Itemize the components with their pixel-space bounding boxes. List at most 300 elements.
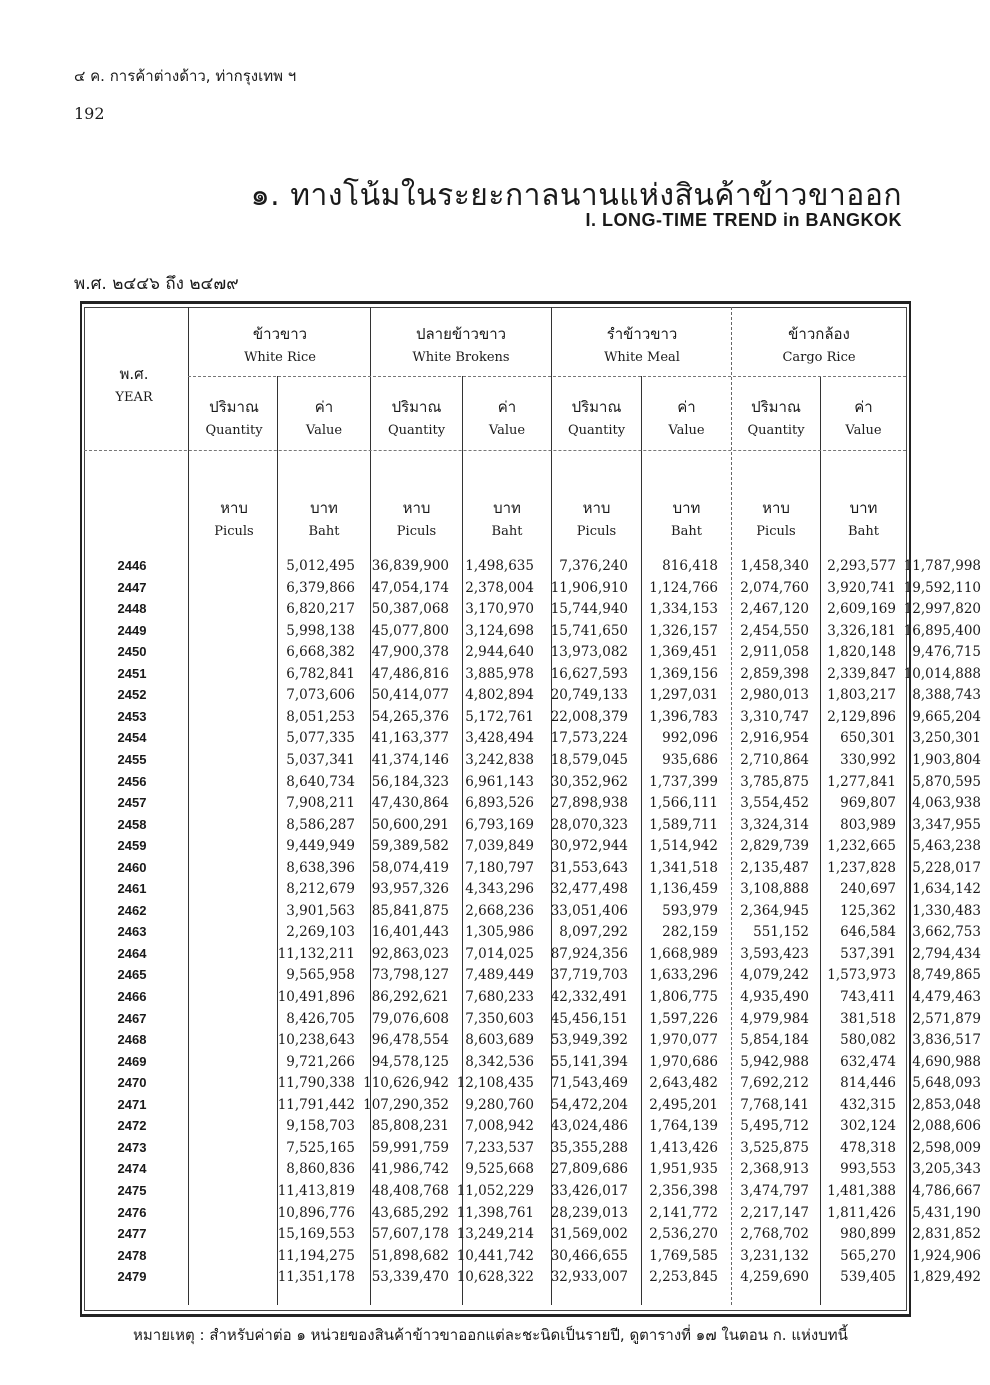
table-cell: 3,242,838 — [465, 752, 534, 768]
table-cell: 10,896,776 — [277, 1205, 355, 1221]
unit-piculs-english: Piculs — [756, 524, 796, 539]
table-cell: 5,037,341 — [286, 752, 355, 768]
sub-value-thai: ค่า — [314, 398, 334, 416]
table-cell: 53,339,470 — [371, 1269, 449, 1285]
footnote: หมายเหตุ : สำหรับค่าต่อ ๑ หน่วยของสินค้าข้าวขาออกแต่ละชะนิดเป็นรายปี, ดูตารางที่ ๑๗ ในตอน ก. แห่งบทนี้ — [133, 1326, 848, 1344]
group-thai: ข้าวขาว — [252, 325, 308, 343]
table-cell: 2,853,048 — [912, 1097, 981, 1113]
unit-piculs — [371, 496, 462, 539]
table-row — [84, 860, 981, 882]
table-cell: 4,786,667 — [912, 1183, 981, 1199]
year-cell: 2461 — [117, 881, 147, 896]
year-header — [86, 362, 182, 405]
sub-quantity — [552, 395, 641, 438]
table-cell: 2,339,847 — [827, 666, 896, 682]
table-cell: 2,643,482 — [649, 1075, 718, 1091]
table-cell: 2,293,577 — [827, 558, 896, 574]
group-english: White Rice — [244, 350, 316, 365]
unit-baht — [463, 496, 551, 539]
year-cell: 2450 — [117, 644, 147, 659]
table-cell: 3,170,970 — [465, 601, 534, 617]
table-cell: 2,710,864 — [740, 752, 809, 768]
table-cell: 50,387,068 — [371, 601, 449, 617]
table-cell: 33,051,406 — [550, 903, 628, 919]
table-row — [84, 687, 981, 709]
unit-baht — [278, 496, 370, 539]
table-cell: 6,961,143 — [465, 774, 534, 790]
table-cell: 5,077,335 — [286, 730, 355, 746]
table-cell: 2,135,487 — [740, 860, 809, 876]
table-cell: 7,073,606 — [286, 687, 355, 703]
sub-quantity — [732, 395, 820, 438]
table-cell: 47,430,864 — [371, 795, 449, 811]
table-cell: 1,769,585 — [649, 1248, 718, 1264]
table-cell: 8,342,536 — [465, 1054, 534, 1070]
table-cell: 1,924,906 — [912, 1248, 981, 1264]
table-cell: 9,280,760 — [465, 1097, 534, 1113]
table-cell: 51,898,682 — [371, 1248, 449, 1264]
table-cell: 1,277,841 — [827, 774, 896, 790]
table-cell: 9,449,949 — [286, 838, 355, 854]
table-cell: 7,008,942 — [465, 1118, 534, 1134]
table-cell: 8,426,705 — [286, 1011, 355, 1027]
sub-value — [463, 395, 551, 438]
table-cell: 73,798,127 — [371, 967, 449, 983]
sub-quantity-thai: ปริมาณ — [209, 398, 259, 416]
table-cell: 11,398,761 — [456, 1205, 534, 1221]
table-cell: 650,301 — [840, 730, 896, 746]
table-cell: 4,979,984 — [740, 1011, 809, 1027]
table-cell: 551,152 — [753, 924, 809, 940]
table-cell: 107,290,352 — [363, 1097, 449, 1113]
table-cell: 55,141,394 — [550, 1054, 628, 1070]
table-cell: 11,132,211 — [277, 946, 355, 962]
table-cell: 27,898,938 — [550, 795, 628, 811]
table-row — [84, 903, 981, 925]
table-cell: 3,593,423 — [740, 946, 809, 962]
table-cell: 2,454,550 — [740, 623, 809, 639]
table-cell: 1,737,399 — [649, 774, 718, 790]
table-cell: 7,233,537 — [465, 1140, 534, 1156]
table-row — [84, 817, 981, 839]
table-cell: 27,809,686 — [550, 1161, 628, 1177]
table-cell: 71,543,469 — [550, 1075, 628, 1091]
table-row — [84, 946, 981, 968]
table-cell: 2,768,702 — [740, 1226, 809, 1242]
table-cell: 5,172,761 — [465, 709, 534, 725]
table-cell: 48,408,768 — [371, 1183, 449, 1199]
table-cell: 1,481,388 — [827, 1183, 896, 1199]
rule-subheader — [188, 376, 906, 377]
table-cell: 2,364,945 — [740, 903, 809, 919]
table-cell: 2,141,772 — [649, 1205, 718, 1221]
year-cell: 2455 — [117, 752, 147, 767]
table-cell: 2,571,879 — [912, 1011, 981, 1027]
table-cell: 8,638,396 — [286, 860, 355, 876]
table-cell: 593,979 — [662, 903, 718, 919]
table-cell: 5,228,017 — [912, 860, 981, 876]
table-cell: 1,633,296 — [649, 967, 718, 983]
table-cell: 539,405 — [840, 1269, 896, 1285]
table-cell: 47,900,378 — [371, 644, 449, 660]
table-cell: 1,566,111 — [649, 795, 718, 811]
table-cell: 1,334,153 — [649, 601, 718, 617]
year-cell: 2451 — [117, 666, 147, 681]
table-cell: 1,498,635 — [465, 558, 534, 574]
table-cell: 282,159 — [662, 924, 718, 940]
table-cell: 4,802,894 — [465, 687, 534, 703]
sub-value — [642, 395, 731, 438]
table-row — [84, 1226, 981, 1248]
table-cell: 2,129,896 — [827, 709, 896, 725]
table-cell: 87,924,356 — [550, 946, 628, 962]
table-cell: 22,008,379 — [550, 709, 628, 725]
sub-quantity-english: Quantity — [205, 423, 263, 438]
table-cell: 3,347,955 — [912, 817, 981, 833]
table-cell: 1,668,989 — [649, 946, 718, 962]
table-cell: 2,829,739 — [740, 838, 809, 854]
table-cell: 7,489,449 — [465, 967, 534, 983]
group-white-rice — [190, 322, 370, 365]
table-cell: 3,124,698 — [465, 623, 534, 639]
table-cell: 16,401,443 — [371, 924, 449, 940]
unit-piculs — [732, 496, 820, 539]
year-cell: 2458 — [117, 817, 147, 832]
table-cell: 11,791,442 — [277, 1097, 355, 1113]
table-row — [84, 1075, 981, 1097]
table-row — [84, 1205, 981, 1227]
table-cell: 43,024,486 — [550, 1118, 628, 1134]
table-cell: 2,609,169 — [827, 601, 896, 617]
table-cell: 43,685,292 — [371, 1205, 449, 1221]
table-cell: 1,369,156 — [649, 666, 718, 682]
table-cell: 41,163,377 — [371, 730, 449, 746]
table-row — [84, 752, 981, 774]
table-cell: 11,052,229 — [456, 1183, 534, 1199]
table-cell: 5,648,093 — [912, 1075, 981, 1091]
table-cell: 10,238,643 — [277, 1032, 355, 1048]
table-cell: 8,051,253 — [286, 709, 355, 725]
table-cell: 85,841,875 — [371, 903, 449, 919]
table-cell: 2,088,606 — [912, 1118, 981, 1134]
unit-piculs-thai: หาบ — [402, 499, 431, 517]
sub-value-english: Value — [305, 423, 343, 438]
unit-baht-thai: บาท — [849, 499, 878, 517]
table-cell: 56,184,323 — [371, 774, 449, 790]
table-row — [84, 881, 981, 903]
table-row — [84, 1140, 981, 1162]
table-row — [84, 774, 981, 796]
table-cell: 1,232,665 — [827, 838, 896, 854]
year-cell: 2472 — [117, 1118, 147, 1133]
sub-value-thai: ค่า — [854, 398, 873, 416]
table-cell: 79,076,608 — [371, 1011, 449, 1027]
table-row — [84, 580, 981, 602]
table-cell: 18,579,045 — [550, 752, 628, 768]
table-cell: 743,411 — [840, 989, 896, 1005]
unit-piculs-thai: หาบ — [582, 499, 611, 517]
unit-piculs — [552, 496, 641, 539]
table-cell: 1,369,451 — [649, 644, 718, 660]
group-white-brokens — [371, 322, 551, 365]
table-cell: 330,992 — [840, 752, 896, 768]
table-cell: 980,899 — [840, 1226, 896, 1242]
unit-piculs-english: Piculs — [396, 524, 437, 539]
table-cell: 41,986,742 — [371, 1161, 449, 1177]
title-thai: ๑. ทางโน้มในระยะกาลนานแห่งสินค้าข้าวขาออก — [250, 178, 902, 213]
table-cell: 32,477,498 — [550, 881, 628, 897]
table-cell: 3,836,517 — [912, 1032, 981, 1048]
rule-header-bottom — [84, 450, 906, 451]
table-cell: 7,908,211 — [286, 795, 355, 811]
unit-baht-thai: บาท — [310, 499, 338, 517]
unit-baht — [642, 496, 731, 539]
table-cell: 240,697 — [840, 881, 896, 897]
table-cell: 5,495,712 — [740, 1118, 809, 1134]
table-row — [84, 666, 981, 688]
table-cell: 13,973,082 — [550, 644, 628, 660]
year-cell: 2447 — [117, 580, 147, 595]
table-row — [84, 558, 981, 580]
table-cell: 15,744,940 — [550, 601, 628, 617]
table-cell: 565,270 — [840, 1248, 896, 1264]
group-english: White Brokens — [412, 350, 510, 365]
year-cell: 2456 — [117, 774, 147, 789]
table-cell: 2,859,398 — [740, 666, 809, 682]
table-cell: 3,525,875 — [740, 1140, 809, 1156]
table-cell: 2,916,954 — [740, 730, 809, 746]
table-cell: 3,662,753 — [912, 924, 981, 940]
table-cell: 1,589,711 — [649, 817, 718, 833]
table-cell: 1,829,492 — [912, 1269, 981, 1285]
sub-quantity-english: Quantity — [567, 423, 626, 438]
table-cell: 1,806,775 — [649, 989, 718, 1005]
sub-value-english: Value — [668, 423, 705, 438]
table-cell: 1,951,935 — [649, 1161, 718, 1177]
table-cell: 3,231,132 — [740, 1248, 809, 1264]
table-cell: 28,070,323 — [550, 817, 628, 833]
table-cell: 58,074,419 — [371, 860, 449, 876]
sub-quantity-thai: ปริมาณ — [391, 398, 442, 416]
table-row — [84, 1183, 981, 1205]
table-cell: 1,237,828 — [827, 860, 896, 876]
page-number: 192 — [74, 104, 105, 123]
table-cell: 2,253,845 — [649, 1269, 718, 1285]
table-cell: 92,863,023 — [371, 946, 449, 962]
table-cell: 4,079,242 — [740, 967, 809, 983]
table-cell: 30,466,655 — [550, 1248, 628, 1264]
table-cell: 6,668,382 — [286, 644, 355, 660]
year-cell: 2465 — [117, 967, 147, 982]
year-cell: 2470 — [117, 1075, 147, 1090]
table-cell: 32,933,007 — [550, 1269, 628, 1285]
table-cell: 5,012,495 — [286, 558, 355, 574]
table-cell: 20,749,133 — [550, 687, 628, 703]
table-cell: 2,074,760 — [740, 580, 809, 596]
table-cell: 1,305,986 — [465, 924, 534, 940]
table-cell: 4,343,296 — [465, 881, 534, 897]
table-cell: 11,413,819 — [277, 1183, 355, 1199]
table-cell: 5,998,138 — [286, 623, 355, 639]
table-row — [84, 838, 981, 860]
table-cell: 2,356,398 — [649, 1183, 718, 1199]
table-cell: 85,808,231 — [371, 1118, 449, 1134]
table-row — [84, 623, 981, 645]
group-cargo-rice — [732, 322, 906, 365]
unit-baht-english: Baht — [308, 524, 340, 539]
table-cell: 4,063,938 — [912, 795, 981, 811]
unit-piculs-thai: หาบ — [762, 499, 790, 517]
table-cell: 1,970,077 — [649, 1032, 718, 1048]
sub-value — [278, 395, 370, 438]
unit-baht-english: Baht — [848, 524, 879, 539]
group-english: White Meal — [604, 350, 680, 365]
table-cell: 5,942,988 — [740, 1054, 809, 1070]
table-cell: 50,600,291 — [371, 817, 449, 833]
year-cell: 2474 — [117, 1161, 147, 1176]
table-cell: 9,525,668 — [465, 1161, 534, 1177]
table-cell: 31,553,643 — [550, 860, 628, 876]
table-cell: 1,341,518 — [649, 860, 718, 876]
table-cell: 3,250,301 — [912, 730, 981, 746]
year-cell: 2459 — [117, 838, 147, 853]
table-cell: 41,374,146 — [371, 752, 449, 768]
table-cell: 4,479,463 — [912, 989, 981, 1005]
table-cell: 3,428,494 — [465, 730, 534, 746]
table-cell: 6,379,866 — [286, 580, 355, 596]
table-cell: 3,474,797 — [740, 1183, 809, 1199]
year-cell: 2471 — [117, 1097, 147, 1112]
table-cell: 1,396,783 — [649, 709, 718, 725]
table-cell: 814,446 — [840, 1075, 896, 1091]
group-thai: ข้าวกล้อง — [788, 325, 850, 343]
table-cell: 8,640,734 — [286, 774, 355, 790]
table-cell: 11,906,910 — [550, 580, 628, 596]
table-cell: 5,870,595 — [912, 774, 981, 790]
table-cell: 11,194,275 — [277, 1248, 355, 1264]
table-row — [84, 924, 981, 946]
unit-piculs — [190, 496, 278, 539]
table-cell: 8,603,689 — [465, 1032, 534, 1048]
table-cell: 2,217,147 — [740, 1205, 809, 1221]
unit-baht-thai: บาท — [672, 499, 701, 517]
sub-value-english: Value — [488, 423, 526, 438]
table-cell: 2,831,852 — [912, 1226, 981, 1242]
table-cell: 7,014,025 — [465, 946, 534, 962]
table-cell: 96,478,554 — [371, 1032, 449, 1048]
table-cell: 7,680,233 — [465, 989, 534, 1005]
table-cell: 8,749,865 — [912, 967, 981, 983]
table-cell: 2,378,004 — [465, 580, 534, 596]
table-cell: 6,893,526 — [465, 795, 534, 811]
table-cell: 1,764,139 — [649, 1118, 718, 1134]
table-cell: 7,180,797 — [465, 860, 534, 876]
table-cell: 54,472,204 — [550, 1097, 628, 1113]
table-cell: 1,634,142 — [912, 881, 981, 897]
table-cell: 3,108,888 — [740, 881, 809, 897]
year-cell: 2446 — [117, 558, 147, 573]
table-cell: 1,811,426 — [827, 1205, 896, 1221]
year-cell: 2476 — [117, 1205, 147, 1220]
year-cell: 2478 — [117, 1248, 147, 1263]
table-cell: 9,476,715 — [912, 644, 981, 660]
year-cell: 2467 — [117, 1011, 147, 1026]
table-cell: 17,573,224 — [550, 730, 628, 746]
table-cell: 537,391 — [840, 946, 896, 962]
year-cell: 2463 — [117, 924, 147, 939]
table-cell: 59,991,759 — [371, 1140, 449, 1156]
table-cell: 646,584 — [840, 924, 896, 940]
table-cell: 11,790,338 — [277, 1075, 355, 1091]
table-cell: 6,782,841 — [286, 666, 355, 682]
table-cell: 7,376,240 — [559, 558, 628, 574]
table-cell: 632,474 — [840, 1054, 896, 1070]
table-cell: 3,885,978 — [465, 666, 534, 682]
table-cell: 1,514,942 — [649, 838, 718, 854]
unit-baht-english: Baht — [491, 524, 523, 539]
table-cell: 37,719,703 — [550, 967, 628, 983]
table-cell: 8,097,292 — [559, 924, 628, 940]
table-cell: 3,785,875 — [740, 774, 809, 790]
table-row — [84, 1248, 981, 1270]
table-cell: 9,665,204 — [912, 709, 981, 725]
sub-quantity-thai: ปริมาณ — [571, 398, 622, 416]
year-cell: 2477 — [117, 1226, 147, 1241]
table-cell: 816,418 — [662, 558, 718, 574]
table-cell: 3,901,563 — [286, 903, 355, 919]
table-cell: 9,721,266 — [286, 1054, 355, 1070]
table-cell: 2,368,913 — [740, 1161, 809, 1177]
running-head: ๔ ค. การค้าต่างด้าว, ท่ากรุงเทพ ฯ — [74, 67, 297, 85]
table-cell: 1,136,459 — [649, 881, 718, 897]
year-cell: 2449 — [117, 623, 147, 638]
group-english: Cargo Rice — [782, 350, 856, 365]
unit-piculs-english: Piculs — [576, 524, 617, 539]
table-cell: 53,949,392 — [550, 1032, 628, 1048]
group-white-meal — [552, 322, 732, 365]
period-range: พ.ศ. ๒๔๔๖ ถึง ๒๔๗๙ — [74, 274, 239, 294]
table-row — [84, 1054, 981, 1076]
table-cell: 3,326,181 — [827, 623, 896, 639]
table-cell: 54,265,376 — [371, 709, 449, 725]
table-cell: 16,627,593 — [550, 666, 628, 682]
table-cell: 5,431,190 — [912, 1205, 981, 1221]
year-cell: 2457 — [117, 795, 147, 810]
table-cell: 2,495,201 — [649, 1097, 718, 1113]
table-cell: 1,820,148 — [827, 644, 896, 660]
table-cell: 125,362 — [840, 903, 896, 919]
table-cell: 36,839,900 — [371, 558, 449, 574]
table-cell: 86,292,621 — [371, 989, 449, 1005]
table-cell: 478,318 — [840, 1140, 896, 1156]
year-cell: 2462 — [117, 903, 147, 918]
table-row — [84, 1269, 981, 1291]
unit-baht — [821, 496, 906, 539]
table-cell: 3,205,343 — [912, 1161, 981, 1177]
table-cell: 35,355,288 — [550, 1140, 628, 1156]
table-row — [84, 1011, 981, 1033]
year-cell: 2453 — [117, 709, 147, 724]
table-cell: 4,259,690 — [740, 1269, 809, 1285]
title-english: I. LONG-TIME TREND in BANGKOK — [585, 210, 902, 230]
table-cell: 8,860,836 — [286, 1161, 355, 1177]
table-cell: 57,607,178 — [371, 1226, 449, 1242]
table-cell: 93,957,326 — [371, 881, 449, 897]
sub-value — [821, 395, 906, 438]
table-cell: 381,518 — [840, 1011, 896, 1027]
table-row — [84, 601, 981, 623]
table-cell: 110,626,942 — [363, 1075, 449, 1091]
